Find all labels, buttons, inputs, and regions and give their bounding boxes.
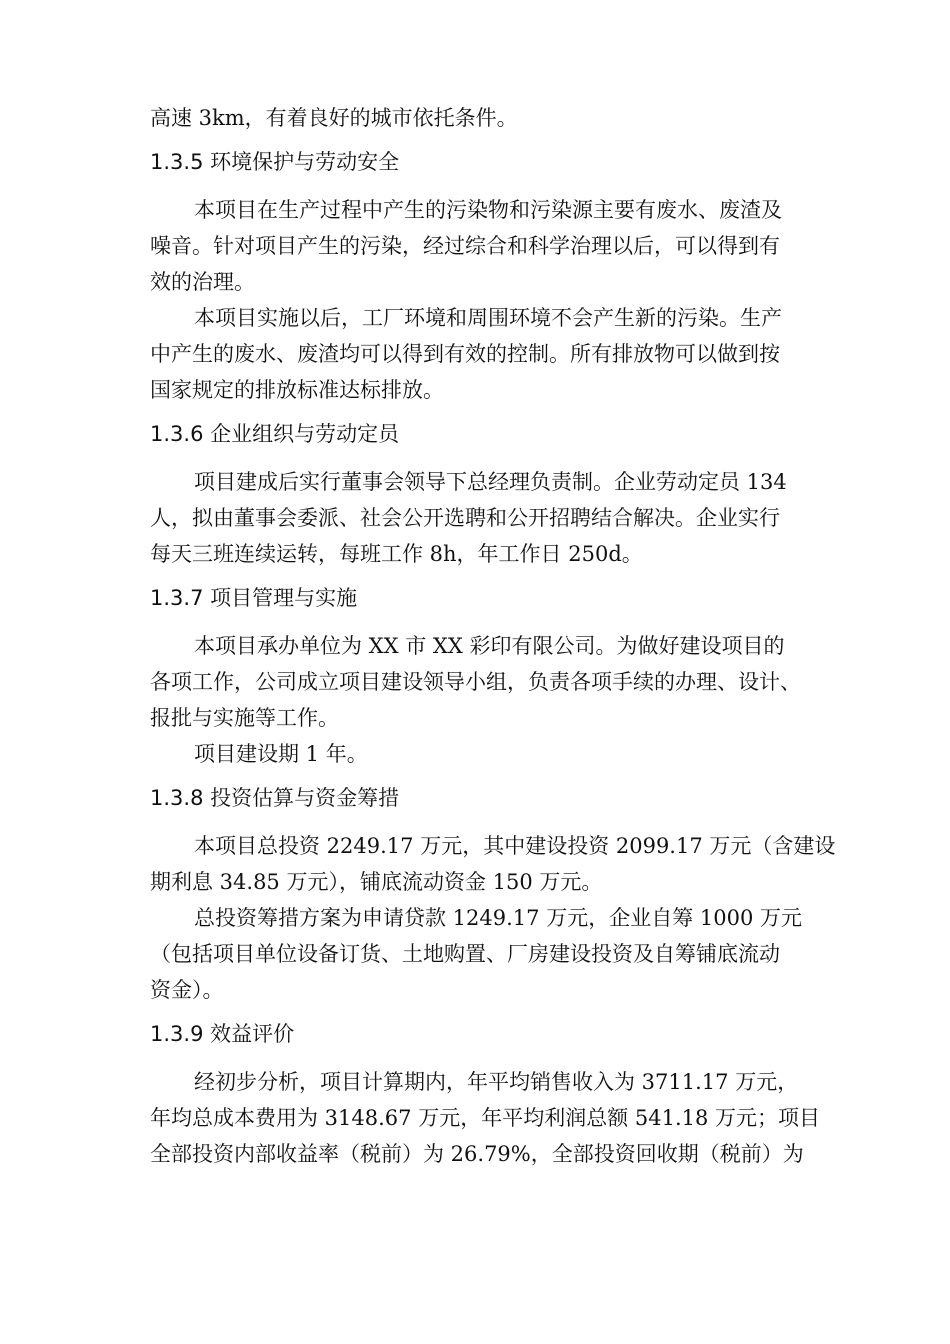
section-heading: 1.3.6 企业组织与劳动定员 (150, 422, 400, 446)
section-heading: 1.3.8 投资估算与资金筹措 (150, 786, 400, 810)
paragraph (150, 900, 840, 1008)
text-line: 全部投资内部收益率（税前）为 26.79%，全部投资回收期（税前）为 (150, 1142, 804, 1166)
paragraph (150, 192, 840, 300)
section-heading: 1.3.9 效益评价 (150, 1022, 295, 1046)
paragraph (150, 628, 840, 736)
text-line: 效的治理。 (150, 270, 255, 294)
text-line: 每天三班连续运转，每班工作 8h，年工作日 250d。 (150, 542, 643, 566)
paragraph (150, 100, 840, 136)
text-line: 各项工作，公司成立项目建设领导小组，负责各项手续的办理、设计、 (150, 670, 801, 694)
text-line: 本项目总投资 2249.17 万元，其中建设投资 2099.17 万元（含建设 (194, 834, 836, 858)
text-line: 高速 3km，有着良好的城市依托条件。 (150, 106, 518, 130)
text-line: 经初步分析，项目计算期内，年平均销售收入为 3711.17 万元， (194, 1070, 799, 1094)
text-line: 本项目实施以后，工厂环境和周围环境不会产生新的污染。生产 (194, 306, 782, 330)
text-line: 总投资筹措方案为申请贷款 1249.17 万元，企业自筹 1000 万元 (194, 906, 802, 930)
text-line: 报批与实施等工作。 (150, 706, 339, 730)
paragraph (150, 1064, 840, 1172)
text-line: （包括项目单位设备订货、土地购置、厂房建设投资及自筹铺底流动 (150, 942, 780, 966)
text-line: 本项目承办单位为 XX 市 XX 彩印有限公司。为做好建设项目的 (194, 634, 785, 658)
text-line: 人，拟由董事会委派、社会公开选聘和公开招聘结合解决。企业实行 (150, 506, 780, 530)
text-line: 资金）。 (150, 978, 224, 1002)
section-heading: 1.3.5 环境保护与劳动安全 (150, 150, 400, 174)
paragraph (150, 828, 840, 900)
text-line: 项目建设期 1 年。 (194, 742, 368, 766)
text-line: 年均总成本费用为 3148.67 万元，年平均利润总额 541.18 万元；项目 (150, 1106, 821, 1130)
section-heading: 1.3.7 项目管理与实施 (150, 586, 358, 610)
text-line: 项目建成后实行董事会领导下总经理负责制。企业劳动定员 134 (194, 470, 787, 494)
text-line: 期利息 34.85 万元），铺底流动资金 150 万元。 (150, 870, 603, 894)
paragraph (150, 736, 840, 772)
paragraph (150, 464, 840, 572)
document-body (150, 100, 840, 1172)
text-line: 国家规定的排放标准达标排放。 (150, 378, 444, 402)
text-line: 本项目在生产过程中产生的污染物和污染源主要有废水、废渣及 (194, 198, 782, 222)
text-line: 噪音。针对项目产生的污染，经过综合和科学治理以后，可以得到有 (150, 234, 780, 258)
paragraph (150, 300, 840, 408)
text-line: 中产生的废水、废渣均可以得到有效的控制。所有排放物可以做到按 (150, 342, 780, 366)
